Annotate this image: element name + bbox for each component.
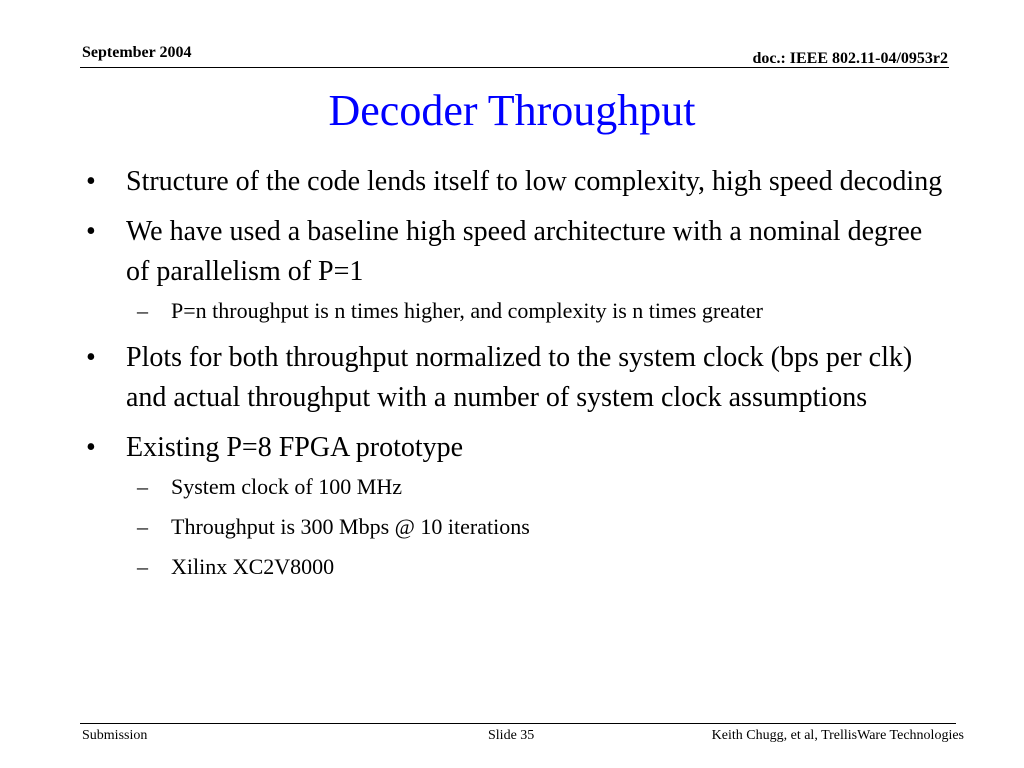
bullet-item <box>82 162 952 202</box>
header-doc-ref: doc.: IEEE 802.11-04/0953r2 <box>752 50 948 67</box>
slide-title: Decoder Throughput <box>328 86 696 135</box>
bullet-text: We have used a baseline high speed architecture with a nominal degree of parallelism of P=1 <box>126 216 923 287</box>
footer-authors: Keith Chugg, et al, TrellisWare Technologies <box>711 728 964 743</box>
bullet-marker: • <box>86 432 96 463</box>
bullet-text: Plots for both throughput normalized to the system clock (bps per clk) and actual throughput with a number of system clock assumptions <box>126 342 913 413</box>
sub-bullet-text: Xilinx XC2V8000 <box>171 554 335 579</box>
sub-bullet-marker: – <box>137 554 148 579</box>
footer-slide-number: Slide 35 <box>488 728 535 743</box>
sub-bullet-text: System clock of 100 MHz <box>171 474 402 499</box>
slide-body <box>82 162 952 592</box>
sub-bullet-marker: – <box>137 514 148 539</box>
sub-bullet-marker: – <box>137 474 148 499</box>
header-divider <box>80 67 949 68</box>
footer-divider <box>80 723 956 724</box>
bullet-marker: • <box>86 166 96 197</box>
sub-bullet-marker: – <box>137 298 148 323</box>
header-date: September 2004 <box>82 44 192 61</box>
sub-bullet-item <box>82 552 952 582</box>
bullet-text: Structure of the code lends itself to low complexity, high speed decoding <box>126 166 943 197</box>
bullet-marker: • <box>86 216 96 247</box>
bullet-item <box>82 212 952 292</box>
sub-bullet-text: Throughput is 300 Mbps @ 10 iterations <box>171 514 530 539</box>
bullet-item <box>82 428 952 468</box>
footer-submission: Submission <box>82 728 148 743</box>
bullet-marker: • <box>86 342 96 373</box>
bullet-text: Existing P=8 FPGA prototype <box>126 432 464 463</box>
sub-bullet-item <box>82 296 952 326</box>
sub-bullet-item <box>82 512 952 542</box>
sub-bullet-item <box>82 472 952 502</box>
bullet-item <box>82 338 952 418</box>
sub-bullet-text: P=n throughput is n times higher, and complexity is n times greater <box>171 298 763 323</box>
